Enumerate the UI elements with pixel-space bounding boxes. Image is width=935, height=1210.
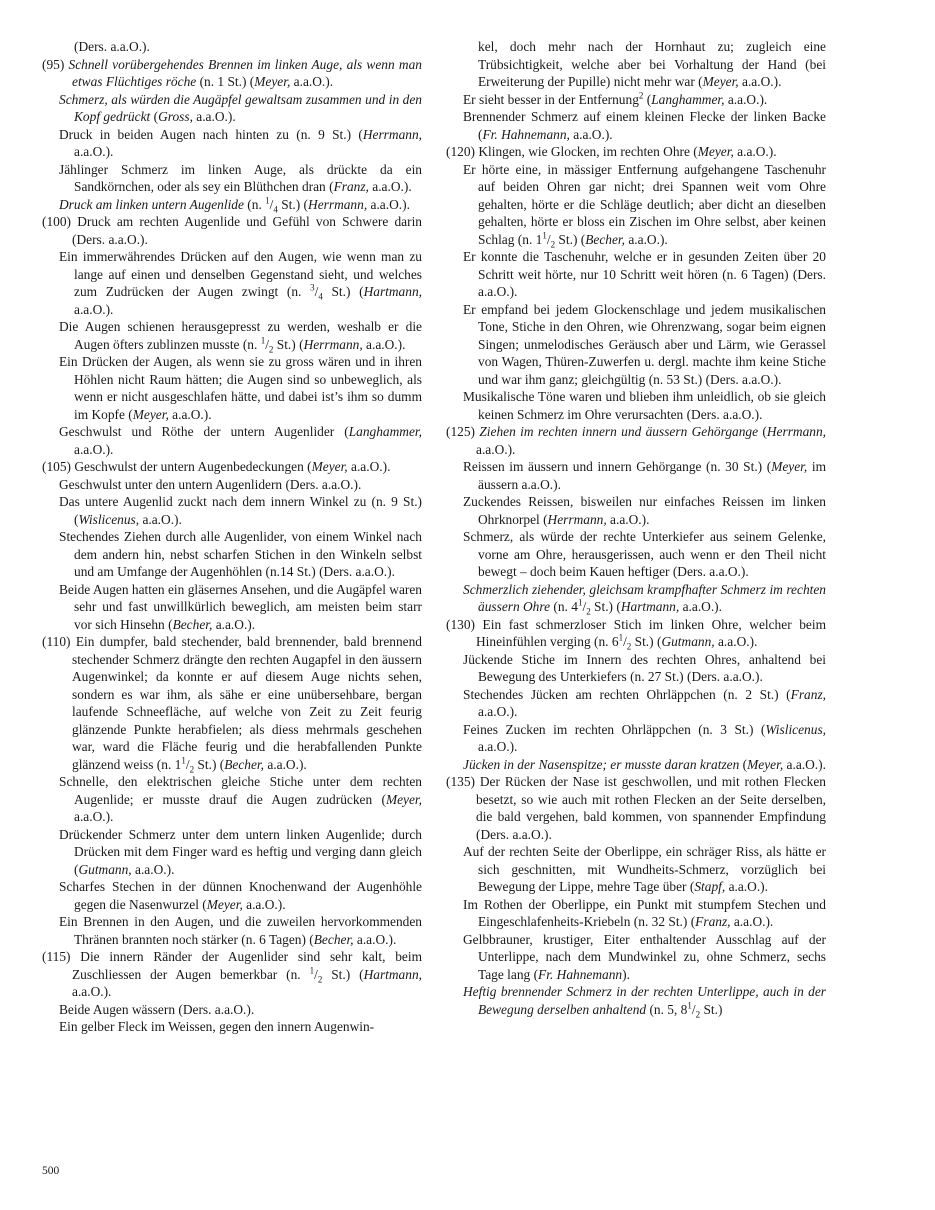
italic-text: Hartmann,: [363, 966, 422, 982]
text-run: /: [185, 756, 190, 772]
italic-text: Jücken in der Nasenspitze; er musste daran kratzen: [463, 756, 740, 772]
text-run: /: [623, 634, 627, 649]
text-run: (125): [446, 424, 480, 439]
text-run: im äussern a.a.O.).: [478, 459, 826, 492]
symptom-entry: [446, 581, 826, 616]
italic-text: Franz,: [333, 179, 369, 194]
text-run: (: [739, 756, 748, 772]
text-run: (120) Klingen, wie Glocken, im rechten Ohre (: [446, 144, 698, 159]
symptom-entry: [42, 213, 422, 248]
text-run: Stechendes Ziehen durch alle Augenlider, von einem Winkel nach dem andern hin, nebst scharfen Stichen in den Winkeln selbst und am Umfange der Augenhöhlen (n.14 St.) (Ders. a.a.O.).: [59, 529, 422, 579]
italic-text: Heftig brennender Schmerz in der rechten Unterlippe, auch in der Bewegung derselben anhaltend: [463, 984, 826, 1017]
symptom-entry: [446, 493, 826, 528]
fraction-denominator: 2: [626, 641, 632, 652]
text-run: a.a.O.).: [569, 126, 613, 142]
text-run: a.a.O.).: [139, 511, 182, 527]
text-run: Auf der rechten Seite der Oberlippe, ein schräger Riss, als hätte er sich geschnitten, mit Wundheits-Schmerz, vorzüglich bei Bewegung der Lippe, mehre Tage über (: [463, 844, 826, 894]
text-run: a.a.O.).: [606, 511, 650, 527]
text-run: Er sieht besser in der Entfernung: [463, 91, 639, 107]
fraction-denominator: 4: [318, 291, 323, 302]
italic-text: Druck am linken untern Augenlide: [59, 196, 244, 212]
text-run: /: [691, 1001, 696, 1017]
fraction-denominator: 2: [695, 1009, 701, 1020]
fraction-numerator: 1: [687, 1000, 692, 1011]
text-run: Scharfes Stechen in der dünnen Knochenwand der Augenhöhle gegen die Nasenwurzel (: [59, 879, 422, 912]
symptom-entry: [42, 493, 422, 528]
text-run: St.) (: [194, 756, 225, 772]
fraction-numerator: 3: [310, 282, 315, 293]
text-run: Musikalische Töne waren und blieben ihm unleidlich, ob sie gleich keinen Schmerz im Ohre verursachten (Ders. a.a.O.).: [463, 389, 826, 422]
text-run: (115) Die innern Ränder der Augenlider sind sehr kalt, beim Zuschliessen der Augen bemerkbar (n.: [42, 949, 422, 982]
fraction-denominator: 2: [189, 764, 195, 775]
symptom-entry: [42, 56, 422, 91]
symptom-entry: [42, 633, 422, 773]
symptom-entry: [446, 983, 826, 1018]
italic-text: Gutmann,: [78, 861, 132, 877]
italic-text: Becher,: [585, 231, 625, 247]
italic-text: Herrmann,: [303, 336, 363, 352]
text-run: St.) (: [631, 634, 662, 649]
text-run: (105) Geschwulst der untern Augenbedeckungen (: [42, 459, 312, 474]
text-run: Reissen im äussern und innern Gehörgange (n. 30 St.) (: [463, 459, 772, 474]
fraction-numerator: 1: [618, 632, 624, 643]
fraction-numerator: 2: [638, 90, 644, 101]
italic-text: Wislicenus,: [78, 511, 140, 527]
symptom-entry: [42, 826, 422, 879]
text-run: a.a.O.).: [74, 809, 114, 824]
text-run: a.a.O.).: [290, 74, 334, 89]
text-run: a.a.O.).: [72, 984, 112, 999]
text-run: St.) (: [322, 966, 364, 982]
italic-text: Meyer,: [254, 74, 291, 89]
text-run: a.a.O.).: [733, 144, 777, 159]
text-run: Er hörte eine, in mässiger Entfernung aufgehangene Taschenuhr auf beiden Ohren gar nicht; drei Spannen weit vom Ohre gehalten, hörte er die Schläge deutlich; aber dicht an dieselben gehalten, hörte er bloss ein Zischen im Ohre selbst, aber keinen Schlag (n. 1: [463, 161, 826, 247]
text-run: a.a.O.).: [353, 931, 397, 947]
italic-text: Franz,: [695, 914, 731, 929]
symptom-entry: [42, 458, 422, 476]
text-run: a.a.O.).: [478, 739, 518, 754]
italic-text: Meyer,: [311, 459, 348, 474]
right-column: [446, 38, 826, 1018]
symptom-entry: [446, 896, 826, 931]
text-run: Ein immerwährendes Drücken auf den Augen, wie wenn man zu lange auf einen und denselben Gegenstand sieht, und welches zum Zudrücken der Augen zwingt (n.: [59, 249, 422, 299]
text-run: (: [150, 109, 159, 124]
text-run: /: [314, 284, 319, 299]
text-run: (130) Ein fast schmerzloser Stich im linken Ohre, welcher beim Hineinfühlen verging (n. 6: [446, 616, 826, 649]
text-run: a.a.O.).: [74, 144, 114, 159]
italic-text: Meyer,: [697, 144, 734, 159]
fraction-denominator: 4: [273, 204, 278, 215]
symptom-entry: [446, 773, 826, 843]
symptom-entry: [42, 38, 422, 56]
text-run: a.a.O.).: [362, 336, 406, 352]
text-run: Ein Drücken der Augen, als wenn sie zu gross wären und in ihren Höhlen nicht Raum hätten; die Augen sind so unbeweglich, als wenn er nicht ausgeschlafen hätte, und dabei ist’s ihm so dumm im Kopfe (: [59, 354, 422, 422]
symptom-entry: [42, 196, 422, 214]
symptom-entry: [446, 528, 826, 581]
text-run: (n. 4: [550, 599, 578, 614]
text-run: a.a.O.).: [725, 879, 768, 894]
italic-text: Schmerzlich ziehender, gleichsam krampfhafter Schmerz im rechten äussern Ohre: [463, 581, 826, 614]
text-run: a.a.O.).: [264, 756, 307, 772]
symptom-entry: [42, 423, 422, 458]
fraction-numerator: 1: [181, 755, 186, 766]
symptom-entry: [42, 318, 422, 353]
fraction-denominator: 2: [586, 606, 591, 617]
italic-text: Schmerz, als würden die Augäpfel gewaltsam zusammen und in den Kopf gedrückt: [59, 91, 422, 124]
text-run: Gelbbrauner, krustiger, Eiter enthaltender Ausschlag auf der Unterlippe, nach dem Mundwinkel zu, ohne Schmerz, sechs Tage lang (: [463, 931, 826, 982]
text-run: a.a.O.).: [625, 231, 668, 247]
page-number: 500: [42, 1165, 60, 1177]
text-run: Schmerz, als würde der rechte Unterkiefer aus seinem Gelenke, vorne am Ohre, herausgerissen, auch wenn er den Theil nicht bewegt – doch beim Kauen heftiger (Ders. a.a.O.).: [463, 529, 826, 579]
symptom-entry: [446, 143, 826, 161]
italic-text: Meyer,: [206, 896, 243, 912]
fraction-numerator: 1: [309, 965, 315, 976]
symptom-entry: [42, 476, 422, 494]
text-run: a.a.O.).: [367, 196, 410, 212]
text-run: a.a.O.).: [347, 459, 391, 474]
symptom-entry: [446, 931, 826, 984]
text-run: Schnelle, den elektrischen gleiche Stiche unter dem rechten Augenlide; er musste drauf die Augen zudrücken (: [59, 774, 422, 807]
italic-text: Herrmann,: [547, 511, 607, 527]
text-run: /: [582, 599, 587, 614]
symptom-entry: [42, 913, 422, 948]
italic-text: Gutmann,: [661, 634, 715, 649]
text-run: (n. 1 St.) (: [196, 74, 255, 89]
italic-text: Hartmann,: [620, 599, 680, 614]
italic-text: Franz,: [790, 686, 826, 702]
italic-text: Becher,: [172, 616, 213, 632]
text-run: Stechendes Jücken am rechten Ohrläppchen (n. 2 St.) (: [463, 686, 791, 702]
italic-text: Schnell vorübergehendes Brennen im linken Auge, als wenn man etwas Flüchtiges röche: [68, 56, 422, 89]
text-run: St.) (: [555, 231, 586, 247]
text-run: Beide Augen hatten ein gläsernes Ansehen, und die Augäpfel waren sehr und fast unwillkürlich beweglich, am meisten beim starr vor sich Hinsehn (: [59, 581, 422, 632]
fraction-numerator: 1: [265, 195, 270, 206]
text-run: Zuckendes Reissen, bisweilen nur einfaches Reissen im linken Ohrknorpel (: [463, 494, 826, 527]
text-run: a.a.O.).: [783, 756, 826, 772]
text-run: /: [546, 231, 551, 247]
text-run: St.) (: [322, 284, 364, 299]
symptom-entry: [446, 458, 826, 493]
symptom-entry: [42, 1001, 422, 1019]
fraction-denominator: 2: [550, 239, 556, 250]
text-run: a.a.O.).: [212, 616, 256, 632]
symptom-entry: [42, 126, 422, 161]
text-run: St.) (: [590, 599, 621, 614]
text-run: a.a.O.).: [730, 914, 774, 929]
fraction-denominator: 2: [317, 974, 323, 985]
text-run: /: [265, 336, 269, 352]
symptom-entry: [446, 248, 826, 301]
text-run: Jückende Stiche im Innern des rechten Ohres, anhaltend bei Bewegung des Unterkiefers (n. 27 St.) (Ders. a.a.O.).: [463, 651, 826, 684]
text-run: a.a.O.).: [476, 441, 516, 457]
text-run: Das untere Augenlid zuckt nach dem innern Winkel zu (n. 9 St.) (: [59, 494, 422, 527]
text-run: (: [758, 424, 767, 439]
text-run: Feines Zucken im rechten Ohrläppchen (n. 3 St.) (: [463, 721, 766, 737]
text-run: Geschwulst unter den untern Augenlidern (Ders. a.a.O.).: [59, 476, 362, 492]
symptom-entry: [446, 686, 826, 721]
text-run: /: [269, 196, 274, 212]
text-run: a.a.O.).: [168, 406, 212, 422]
text-run: Jählinger Schmerz im linken Auge, als drückte da ein Sandkörnchen, oder als sey ein Blüthchen dran (: [59, 161, 422, 194]
italic-text: Herrmann,: [766, 424, 827, 439]
fraction-denominator: 2: [268, 344, 274, 355]
text-run: a.a.O.).: [478, 704, 518, 719]
text-run: Er empfand bei jedem Glockenschlage und jedem musikalischen Tone, Stiche in den Ohren, wie Ohrenzwang, sogar beim eignen Singen; unmelodisches Geräusch aber und Lärm, wie Gerassel von Wagen, Thüren-Zuwerfen u. dergl. machte ihm keine Stiche und war ihm ganz; gleichgültig (n. 53 St.) (Ders. a.a.O.).: [463, 301, 826, 387]
text-run: a.a.O.).: [368, 179, 412, 194]
italic-text: Langhammer,: [651, 91, 725, 107]
text-run: a.a.O.).: [192, 109, 236, 124]
text-run: (Ders. a.a.O.).: [74, 39, 150, 54]
italic-text: Fr. Hahnemann,: [482, 126, 570, 142]
symptom-entry: [42, 528, 422, 581]
italic-text: Stapf,: [694, 879, 726, 894]
text-run: St.) (: [273, 336, 304, 352]
text-run: ).: [622, 966, 630, 982]
italic-text: Gross,: [158, 109, 193, 124]
italic-text: Ziehen im rechten innern und äussern Gehörgange: [479, 424, 759, 439]
text-run: a.a.O.).: [242, 896, 286, 912]
fraction-numerator: 1: [260, 335, 266, 346]
text-run: (100) Druck am rechten Augenlide und Gefühl von Schwere darin (Ders. a.a.O.).: [42, 214, 422, 247]
italic-text: Meyer,: [132, 406, 169, 422]
text-run: (135) Der Rücken der Nase ist geschwollen, und mit rothen Flecken besetzt, so wie auch mit rothen Flecken an der Seite derselben, die bald vergehen, bald kommen, von spannender Empfindung (Ders. a.a.O.).: [446, 774, 826, 842]
text-run: (: [643, 91, 652, 107]
text-run: (110) Ein dumpfer, bald stechender, bald brennender, bald brennend stechender Schmerz drängte den rechten Augapfel in den äussern Augenwinkel; da konnte er auf diesem Auge nichts sehen, sondern es war ihm, als sähe er eine unübersehbare, bergan laufende Schneefläche, auf welche von Zeit zu Zeit feurig glänzende Punkte herabfielen; als diess mehrmals geschehen war, ward die Fläche feurig und die herabfallenden Punkte glänzend weiss (n. 1: [42, 634, 422, 772]
symptom-entry: [446, 91, 826, 109]
symptom-entry: [42, 773, 422, 826]
symptom-entry: [446, 388, 826, 423]
italic-text: Meyer,: [747, 756, 784, 772]
symptom-entry: [446, 108, 826, 143]
left-column: [42, 38, 422, 1036]
italic-text: Meyer,: [385, 791, 422, 807]
text-run: a.a.O.).: [738, 74, 782, 89]
text-run: a.a.O.).: [74, 441, 114, 457]
symptom-entry: [446, 616, 826, 651]
text-run: Druck in beiden Augen nach hinten zu (n. 9 St.) (: [59, 126, 363, 142]
text-run: Geschwulst und Röthe der untern Augenlider (: [59, 424, 349, 439]
symptom-entry: [42, 1018, 422, 1036]
symptom-entry: [42, 161, 422, 196]
text-run: (n. 5, 8: [646, 1001, 688, 1017]
symptom-entry: [446, 38, 826, 91]
text-run: (n.: [243, 196, 266, 212]
text-run: (95): [42, 56, 69, 72]
symptom-entry: [42, 353, 422, 423]
symptom-entry: [446, 301, 826, 389]
symptom-entry: [446, 721, 826, 756]
italic-text: Hartmann,: [363, 284, 422, 299]
symptom-entry: [42, 91, 422, 126]
symptom-entry: [446, 756, 826, 774]
italic-text: Becher,: [313, 931, 354, 947]
text-run: Drückender Schmerz unter dem untern linken Augenlide; durch Drücken mit dem Finger ward es heftig und verging dann gleich (: [59, 826, 422, 877]
symptom-entry: [42, 948, 422, 1001]
text-run: kel, doch mehr nach der Hornhaut zu; zugleich eine Trübsichtigkeit, welche aber bei Vorhaltung der Hand (bei Erweiterung der Pupille) nicht mehr war (: [478, 39, 826, 89]
symptom-entry: [446, 423, 826, 458]
symptom-entry: [446, 843, 826, 896]
text-run: St.) (: [277, 196, 309, 212]
text-run: Die Augen schienen herausgepresst zu werden, weshalb er die Augen öfters zublinzen musste (n.: [59, 319, 422, 352]
text-run: St.): [700, 1001, 723, 1017]
italic-text: Meyer,: [702, 74, 739, 89]
text-run: Beide Augen wässern (Ders. a.a.O.).: [59, 1001, 255, 1017]
text-run: a.a.O.).: [714, 634, 758, 649]
symptom-entry: [446, 651, 826, 686]
symptom-entry: [42, 248, 422, 318]
italic-text: Meyer,: [771, 459, 808, 474]
italic-text: Fr. Hahnemann: [538, 966, 623, 982]
fraction-numerator: 1: [542, 230, 547, 241]
italic-text: Becher,: [224, 756, 264, 772]
text-run: Brennender Schmerz auf einem kleinen Flecke der linken Backe (: [463, 109, 826, 142]
symptom-entry: [42, 581, 422, 634]
text-run: /: [314, 966, 318, 982]
text-run: Ein Brennen in den Augen, und die zuweilen hervorkommenden Thränen brannten noch stärker (n. 6 Tagen) (: [59, 914, 422, 947]
text-run: a.a.O.).: [724, 91, 768, 107]
text-run: a.a.O.).: [131, 861, 175, 877]
text-run: a.a.O.).: [679, 599, 722, 614]
symptom-entry: [446, 161, 826, 249]
italic-text: Herrmann,: [308, 196, 368, 212]
text-run: Er konnte die Taschenuhr, welche er in gesunden Zeiten über 20 Schritt weit hörte, nur 10 Schritt weit hören (n. 6 Tagen) (Ders. a.a.O.).: [463, 249, 826, 299]
text-run: Ein gelber Fleck im Weissen, gegen den innern Augenwin-: [59, 1019, 375, 1034]
text-run: Im Rothen der Oberlippe, ein Punkt mit stumpfem Stechen und Eingeschlafenheits-Kriebeln (n. 32 St.) (: [463, 896, 826, 929]
text-run: a.a.O.).: [74, 301, 114, 317]
italic-text: Langhammer,: [348, 424, 422, 439]
italic-text: Herrmann,: [362, 126, 422, 142]
italic-text: Wislicenus,: [765, 721, 826, 737]
fraction-numerator: 1: [577, 597, 583, 608]
symptom-entry: [42, 878, 422, 913]
